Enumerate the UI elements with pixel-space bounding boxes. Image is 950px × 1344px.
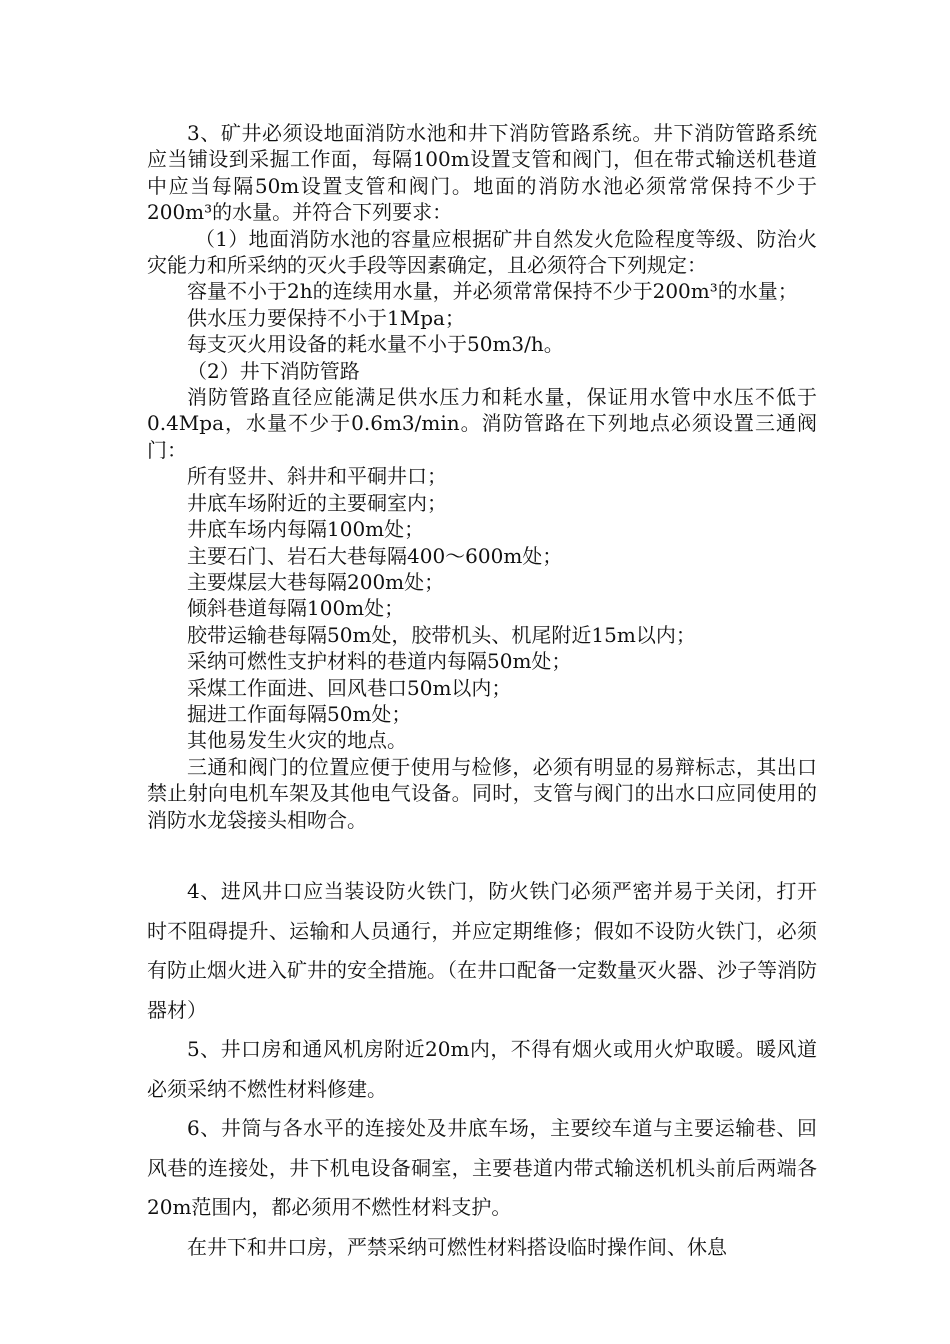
- paragraph: 三通和阀门的位置应便于使用与检修，必须有明显的易辩标志，其出口禁止射向电机车架及其他电气设备。同时，支管与阀门的出水口应同使用的消防水龙袋接头相吻合。: [147, 754, 817, 832]
- list-item: 井底车场内每隔100m处；: [187, 517, 425, 542]
- paragraph: 在井下和井口房，严禁采纳可燃性材料搭设临时操作间、休息: [187, 1234, 727, 1259]
- paragraph: 4、进风井口应当装设防火铁门，防火铁门必须严密并易于关闭，打开时不阻碍提升、运输和人员通行，并应定期维修；假如不设防火铁门，必须有防止烟火进入矿井的安全措施。（在井口配备一定数量灭火器、沙子等消防器材）: [147, 879, 817, 1022]
- paragraph: （2）井下消防管路: [187, 358, 360, 383]
- list-item: 掘进工作面每隔50m处；: [187, 701, 412, 726]
- paragraph: 3、矿井必须设地面消防水池和井下消防管路系统。井下消防管路系统应当铺设到采掘工作面，每隔100m设置支管和阀门，但在带式输送机巷道中应当每隔50m设置支管和阀门。地面的消防水池必须常常保持不少于200m³的水量。并符合下列要求：: [147, 121, 817, 225]
- paragraph: （1）地面消防水池的容量应根据矿井自然发火危险程度等级、防治火灾能力和所采纳的灭火手段等因素确定，且必须符合下列规定：: [147, 226, 817, 278]
- paragraph: 每支灭火用设备的耗水量不小于50m3/h。: [187, 332, 564, 357]
- section-fire-prevention-measures: [147, 872, 817, 1267]
- list-item: 采纳可燃性支护材料的巷道内每隔50m处；: [187, 649, 572, 674]
- paragraph: 6、井筒与各水平的连接处及井底车场，主要绞车道与主要运输巷、回风巷的连接处，井下机电设备硐室，主要巷道内带式输送机机头前后两端各20m范围内，都必须用不燃性材料支护。: [147, 1116, 817, 1219]
- list-item: 胶带运输巷每隔50m处，胶带机头、机尾附近15m以内；: [187, 622, 696, 647]
- paragraph: 供水压力要保持不小于1Mpa；: [187, 305, 465, 330]
- list-item: 井底车场附近的主要硐室内；: [187, 490, 447, 515]
- paragraph: 容量不小于2h的连续用水量，并必须常常保持不少于200m³的水量；: [187, 279, 798, 304]
- section-fire-water-system: [147, 120, 817, 833]
- paragraph: 5、井口房和通风机房附近20m内，不得有烟火或用火炉取暖。暖风道必须采纳不燃性材料修建。: [147, 1037, 817, 1101]
- list-item: 主要石门、岩石大巷每隔400～600m处；: [187, 543, 563, 568]
- list-item: 采煤工作面进、回风巷口50m以内；: [187, 675, 512, 700]
- list-item: 主要煤层大巷每隔200m处；: [187, 569, 445, 594]
- list-item: 其他易发生火灾的地点。: [187, 728, 407, 753]
- paragraph: 消防管路直径应能满足供水压力和耗水量，保证用水管中水压不低于0.4Mpa，水量不少于0.6m3/min。消防管路在下列地点必须设置三通阀门：: [147, 385, 817, 462]
- list-item: 倾斜巷道每隔100m处；: [187, 596, 405, 621]
- list-item: 所有竖井、斜井和平硐井口；: [187, 464, 447, 489]
